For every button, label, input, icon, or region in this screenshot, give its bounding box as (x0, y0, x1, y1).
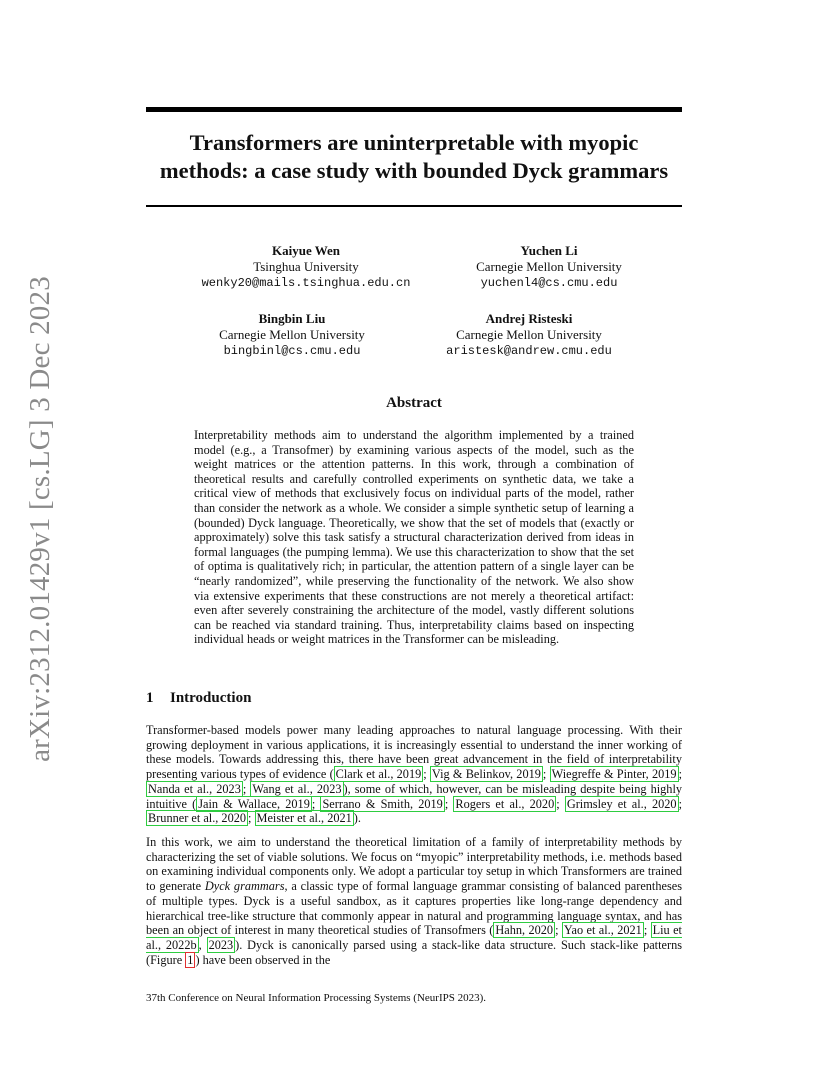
citation-link[interactable]: Meister et al., 2021 (256, 811, 352, 826)
paper-title: Transformers are uninterpretable with myopic methods: a case study with bounded Dyck grammars (159, 130, 669, 183)
author-email[interactable]: bingbinl@cs.cmu.edu (223, 344, 361, 358)
emphasis-term: Dyck grammars (204, 879, 285, 894)
citation-link[interactable]: Hahn, 2020 (495, 923, 554, 938)
citation-link[interactable]: Rogers et al., 2020 (455, 796, 555, 811)
abstract-heading: Abstract (386, 395, 442, 411)
author-name: Yuchen Li (520, 243, 578, 258)
author-email[interactable]: wenky20@mails.tsinghua.edu.cn (201, 276, 411, 290)
section-number: 1 (146, 690, 154, 706)
author-block (162, 311, 422, 359)
author-name: Andrej Risteski (485, 311, 573, 326)
section-heading-introduction (146, 690, 251, 707)
author-affiliation: Tsinghua University (253, 259, 359, 274)
arxiv-identifier: arXiv:2312.01429v1 [cs.LG] 3 Dec 2023 (24, 276, 56, 762)
author-email[interactable]: aristesk@andrew.cmu.edu (446, 344, 612, 358)
citation-link[interactable]: Clark et al., 2019 (335, 767, 422, 782)
intro-paragraph-2: In this work, we aim to understand the theoretical limitation of a family of interpretability methods by characterizing the set of viable solutions. We focus on “myopic” interpretability methods, i.e. methods based on examining individual components only. We adopt a particular toy setup in which Transformers are trained to generate Dyck grammars, a classic type of formal language grammar consisting of balanced parentheses of multiple types. Dyck is a useful sandbox, as it captures properties like long-range dependency and hierarchical tree-like structure that commonly appear in natural and programming language syntax, and has been an object of interest in many theoretical studies of Transofmers ( Hahn, 2020 ; Yao et al., 2021 ; Liu et al., 2022b , 2023 ). Dyck is canonically parsed using a stack-like data structure. Such stack-like patterns (Figure 1 ) have been observed in the (146, 835, 682, 967)
abstract-text: Interpretability methods aim to understand the algorithm implemented by a trained model (e.g., a Transofmer) by examining various aspects of the model, such as the weight matrices or the attention patterns. In this work, through a combination of theoretical results and carefully controlled experiments on synthetic data, we take a critical view of methods that exclusively focus on individual parts of the model, rather than consider the network as a whole. We consider a simple synthetic setup of learning a (bounded) Dyck language. Theoretically, we show that the set of models that (exactly or approximately) solve this task satisfy a structural characterization derived from ideas in formal languages (the pumping lemma). We use this characterization to show that the set of optima is qualitatively rich; in particular, the attention pattern of a single layer can be “nearly randomized”, while preserving the functionality of the network. We also show via extensive experiments that these constructions are not merely a theoretical artifact: even after severely constraining the architecture of the model, vastly different solutions can be reached via standard training. Thus, interpretability claims based on inspecting individual heads or weight matrices in the Transformer can be misleading. (194, 428, 634, 647)
author-name: Kaiyue Wen (271, 243, 341, 258)
title-top-rule (146, 107, 682, 112)
title-bottom-rule (146, 205, 682, 207)
author-affiliation: Carnegie Mellon University (219, 327, 365, 342)
citation-link[interactable]: Jain & Wallace, 2019 (198, 796, 310, 811)
figure-reference-link[interactable]: 1 (187, 952, 194, 967)
citation-link[interactable]: Liu et al., 2022b (146, 923, 682, 952)
author-block (399, 311, 659, 359)
author-email[interactable]: yuchenl4@cs.cmu.edu (480, 276, 618, 290)
citation-link[interactable]: Vig & Belinkov, 2019 (431, 767, 541, 782)
author-affiliation: Carnegie Mellon University (456, 327, 602, 342)
citation-link[interactable]: Grimsley et al., 2020 (566, 796, 677, 811)
citation-link[interactable]: Wiegreffe & Pinter, 2019 (551, 767, 677, 782)
citation-link[interactable]: Nanda et al., 2023 (148, 781, 241, 796)
intro-paragraph-1: Transformer-based models power many leading approaches to natural language processing. With their growing deployment in various applications, it is increasingly essential to understand the inner working of these models. Towards addressing this, there have been great advancement in the field of interpretability presenting various types of evidence ( Clark et al., 2019 ; Vig & Belinkov, 2019 ; Wiegreffe & Pinter, 2019 ; Nanda et al., 2023 ; Wang et al., 2023 ), some of which, however, can be misleading despite being highly intuitive ( Jain & Wallace, 2019 ; Serrano & Smith, 2019 ; Rogers et al., 2020 ; Grimsley et al., 2020 ; Brunner et al., 2020 ; Meister et al., 2021 ). (146, 723, 683, 826)
citation-link[interactable]: Yao et al., 2021 (563, 923, 642, 938)
author-block (419, 243, 679, 291)
author-affiliation: Carnegie Mellon University (476, 259, 622, 274)
citation-link[interactable]: Wang et al., 2023 (252, 781, 342, 796)
conference-footnote: 37th Conference on Neural Information Processing Systems (NeurIPS 2023). (146, 992, 487, 1004)
citation-link[interactable]: 2023 (208, 937, 234, 952)
citation-link[interactable]: Serrano & Smith, 2019 (322, 796, 443, 811)
citation-link[interactable]: Brunner et al., 2020 (148, 811, 247, 826)
author-block (176, 243, 436, 291)
section-title: Introduction (170, 690, 252, 706)
author-name: Bingbin Liu (258, 311, 326, 326)
